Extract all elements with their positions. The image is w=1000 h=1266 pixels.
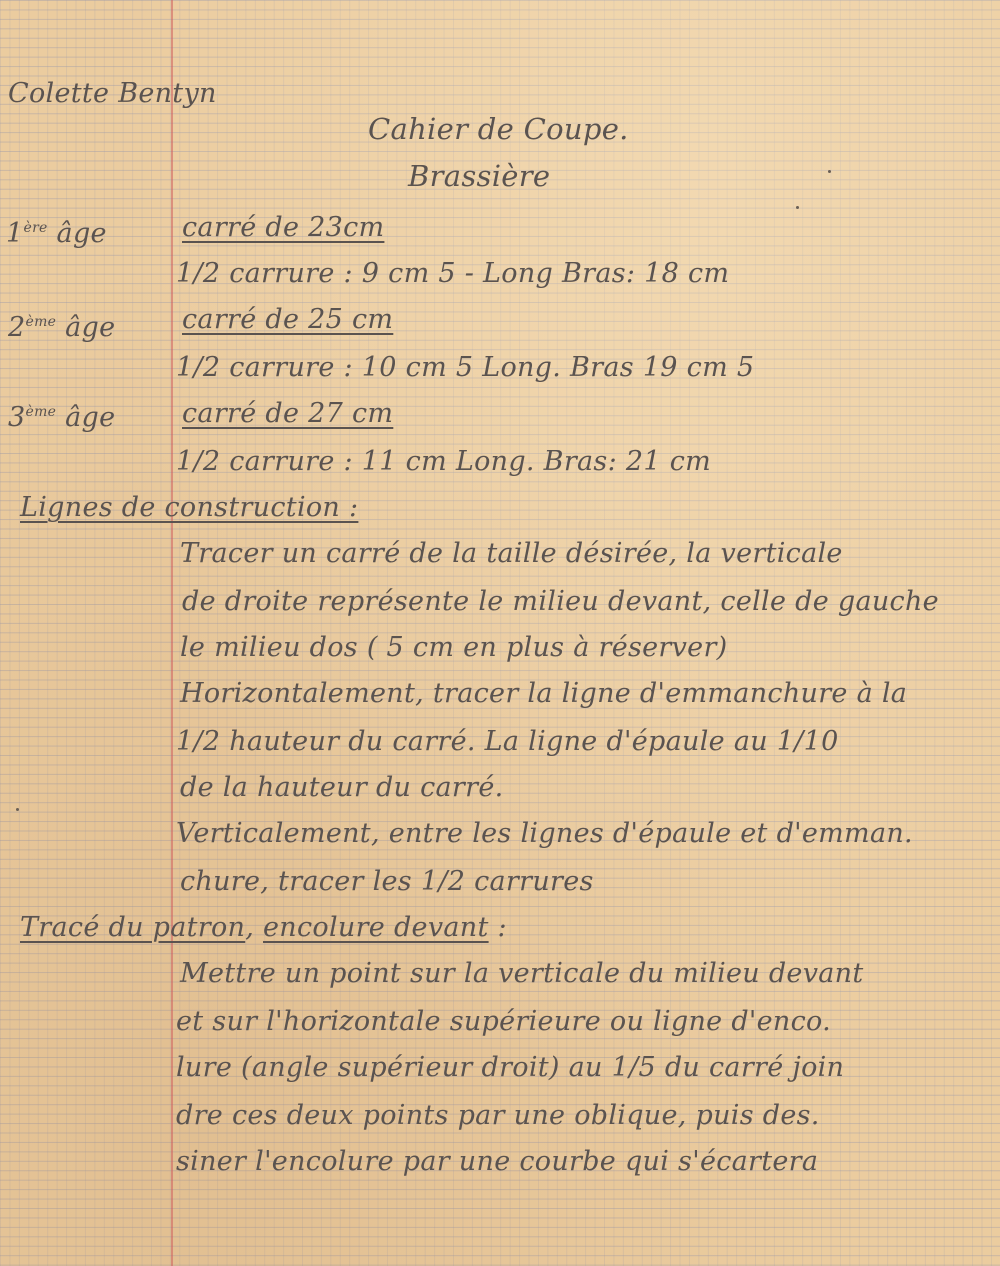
paragraph-line: Verticalement, entre les lignes d'épaule et d'emman. xyxy=(176,818,913,849)
carrure-measure: 1/2 carrure : 10 cm 5 Long. Bras 19 cm 5 xyxy=(176,352,755,383)
paragraph-line: de droite représente le milieu devant, celle de gauche xyxy=(182,586,939,617)
ink-speck xyxy=(796,206,799,209)
paragraph-line: Mettre un point sur la verticale du milieu devant xyxy=(180,958,864,989)
carre-size: carré de 27 cm xyxy=(182,398,394,429)
paragraph-line: siner l'encolure par une courbe qui s'écartera xyxy=(176,1146,819,1177)
section-heading-construction: Lignes de construction : xyxy=(20,492,359,523)
age-number: 2 xyxy=(8,312,26,343)
paragraph-line: lure (angle supérieur droit) au 1/5 du carré join xyxy=(176,1052,845,1083)
age-word: âge xyxy=(56,218,107,249)
heading-trace-patron: Tracé du patron xyxy=(20,912,246,943)
paragraph-line: et sur l'horizontale supérieure ou ligne d'enco. xyxy=(176,1006,831,1037)
margin-line xyxy=(171,0,173,1266)
paragraph-line: de la hauteur du carré. xyxy=(180,772,504,803)
age-number: 1 xyxy=(6,218,24,249)
age-ordinal: ème xyxy=(25,404,57,420)
carrure-measure: 1/2 carrure : 11 cm Long. Bras: 21 cm xyxy=(176,446,712,477)
ink-speck xyxy=(828,170,831,173)
paragraph-line: le milieu dos ( 5 cm en plus à réserver) xyxy=(180,632,728,663)
heading-encolure-devant: encolure devant xyxy=(263,912,489,943)
age-ordinal: ème xyxy=(25,314,57,330)
age-label xyxy=(6,212,107,250)
heading-separator: , xyxy=(245,912,255,943)
section-heading-trace xyxy=(20,912,507,944)
paragraph-line: dre ces deux points par une oblique, puis des. xyxy=(176,1100,820,1131)
carre-size: carré de 23cm xyxy=(182,212,385,243)
paragraph-line: Tracer un carré de la taille désirée, la verticale xyxy=(180,538,843,569)
paragraph-line: Horizontalement, tracer la ligne d'emmanchure à la xyxy=(180,678,908,709)
age-label xyxy=(8,306,115,344)
age-word: âge xyxy=(65,312,116,343)
author-name: Colette Bentyn xyxy=(8,78,217,109)
ink-speck xyxy=(16,808,19,811)
paragraph-line: 1/2 hauteur du carré. La ligne d'épaule au 1/10 xyxy=(176,726,839,757)
page-title: Cahier de Coupe. xyxy=(368,112,629,146)
age-ordinal: ère xyxy=(23,220,48,236)
paragraph-line: chure, tracer les 1/2 carrures xyxy=(180,866,594,897)
age-number: 3 xyxy=(8,402,26,433)
page-subtitle: Brassière xyxy=(408,159,551,193)
age-word: âge xyxy=(65,402,116,433)
carre-size: carré de 25 cm xyxy=(182,304,394,335)
carrure-measure: 1/2 carrure : 9 cm 5 - Long Bras: 18 cm xyxy=(176,258,730,289)
heading-colon: : xyxy=(488,912,507,943)
age-label xyxy=(8,396,115,434)
